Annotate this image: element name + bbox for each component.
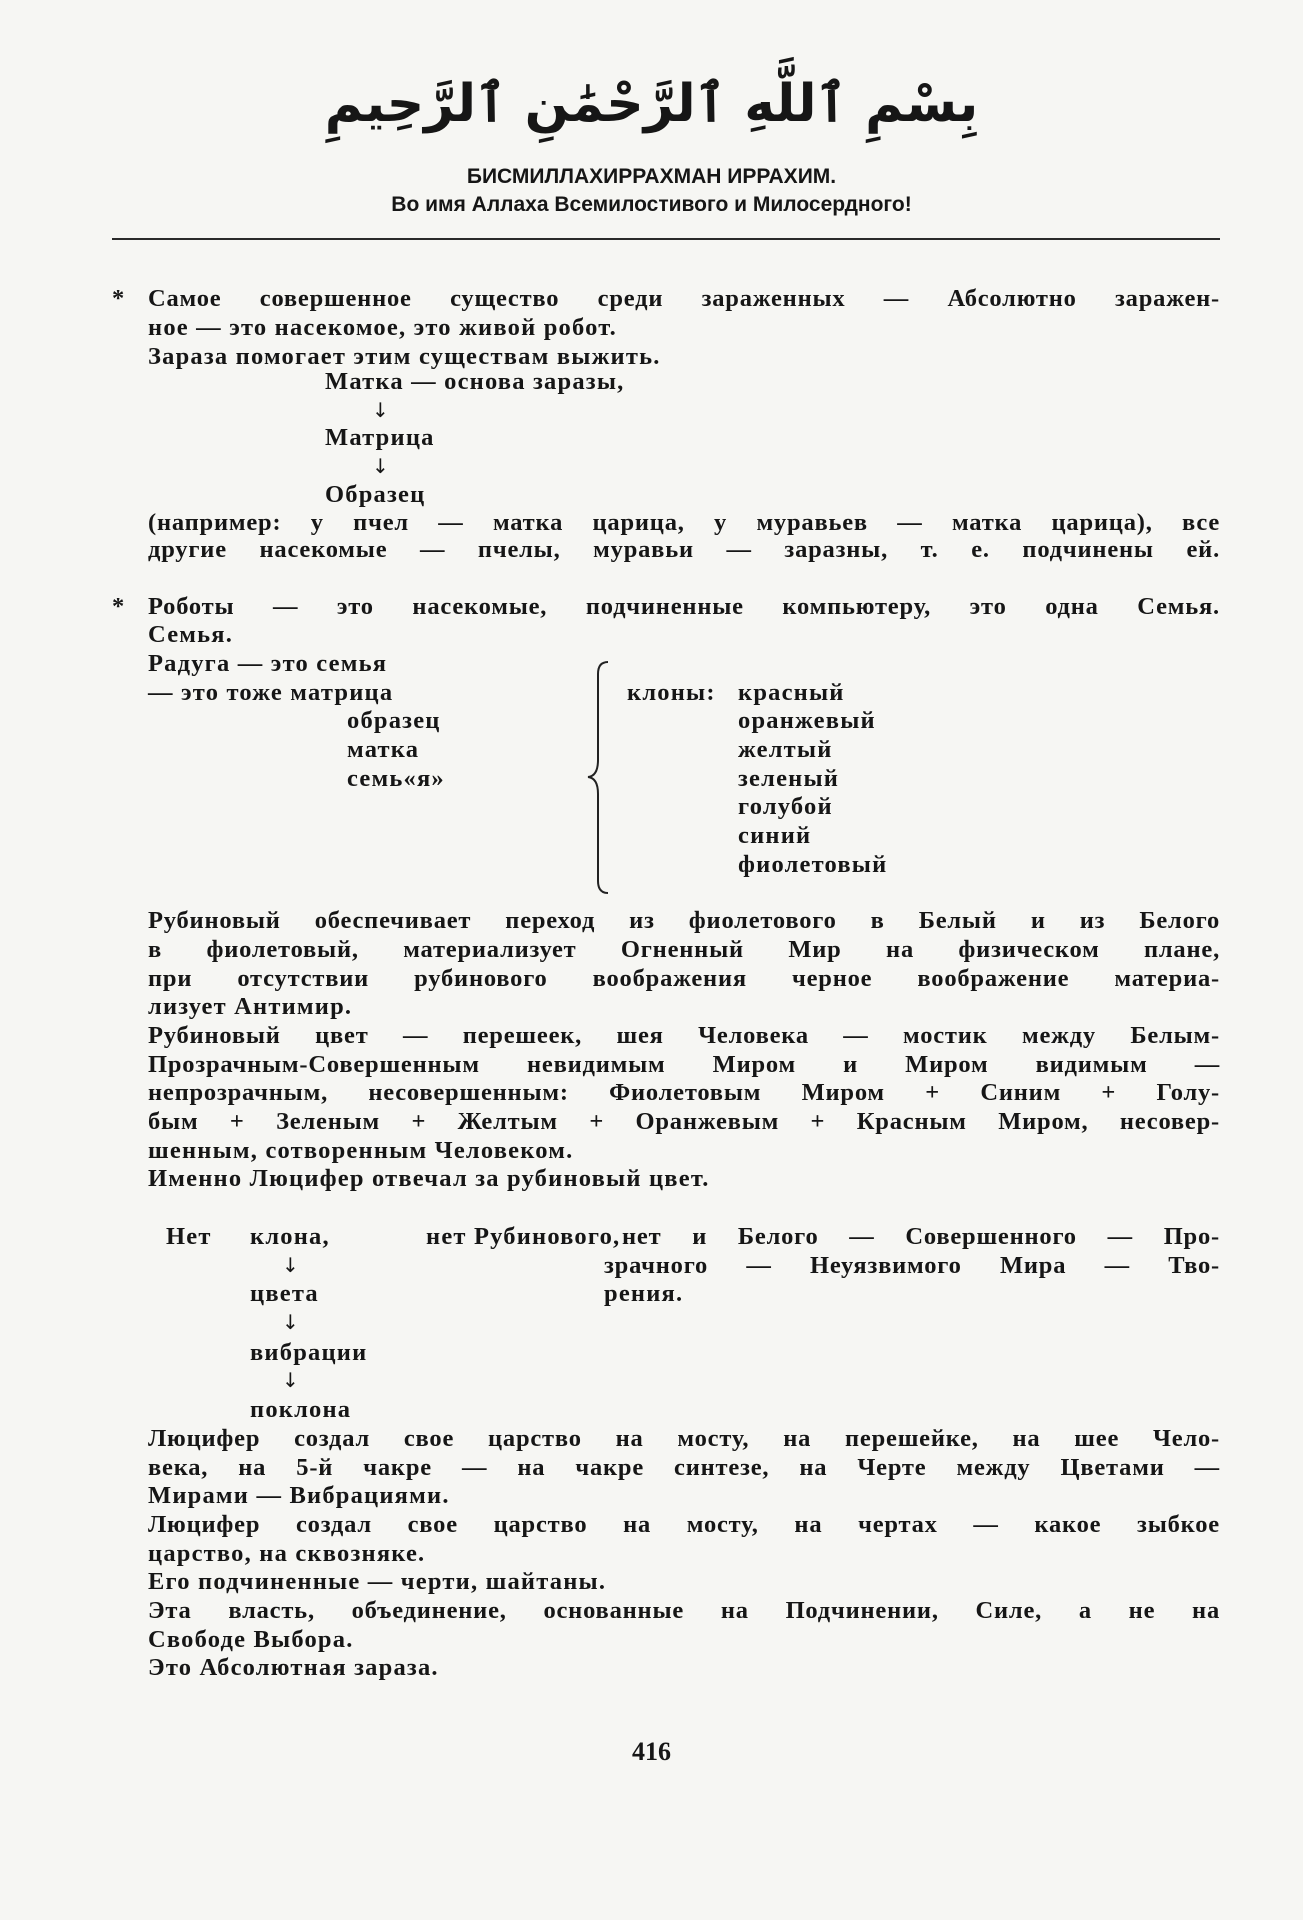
down-arrow-icon: ↓ <box>282 1253 299 1277</box>
clone-color: зеленый <box>738 765 840 792</box>
chain-item: клона, <box>250 1223 330 1250</box>
text-line: Семья. <box>148 621 234 648</box>
text-line: Самое совершенное существо среди зараженных — Абсолютно заражен- <box>148 285 1220 312</box>
text-line: Это Абсолютная зараза. <box>148 1654 439 1681</box>
chain-item: вибрации <box>250 1339 368 1366</box>
text-line: рения. <box>604 1280 684 1307</box>
text-line: Рубиновый цвет — перешеек, шея Человека — мостик между Белым- <box>148 1022 1220 1049</box>
text-line: ное — это насекомое, это живой робот. <box>148 314 617 341</box>
text-line: бым + Зеленым + Желтым + Оранжевым + Красным Миром, несовер- <box>148 1108 1220 1135</box>
text-line: Люцифер создал свое царство на мосту, на чертах — какое зыбкое <box>148 1511 1220 1538</box>
clone-color: желтый <box>738 736 833 763</box>
clones-label: клоны: <box>627 679 716 706</box>
bullet-star: * <box>112 285 126 312</box>
text-line: лизует Антимир. <box>148 993 353 1020</box>
text-line: нет и Белого — Совершенного — Про- <box>622 1223 1220 1250</box>
text-line: другие насекомые — пчелы, муравьи — заразны, т. е. подчинены ей. <box>148 536 1220 563</box>
chain-item: Матрица <box>325 424 435 451</box>
text-line: Мирами — Вибрациями. <box>148 1482 450 1509</box>
chain-item: Образец <box>325 481 426 508</box>
chain-item: поклона <box>250 1396 352 1423</box>
text-line: Его подчиненные — черти, шайтаны. <box>148 1568 607 1595</box>
rainbow-line: образец <box>347 707 441 734</box>
net-word: Нет <box>166 1223 212 1250</box>
text-line: в фиолетовый, материализует Огненный Мир на физическом плане, <box>148 936 1220 963</box>
clone-color: фиолетовый <box>738 851 888 878</box>
clone-color: красный <box>738 679 845 706</box>
rainbow-line: — это тоже матрица <box>148 679 394 706</box>
text-line: Именно Люцифер отвечал за рубиновый цвет. <box>148 1165 710 1192</box>
clone-color: оранжевый <box>738 707 876 734</box>
bismillah-calligraphy: بِسْمِ ٱللَّهِ ٱلرَّحْمَٰنِ ٱلرَّحِيمِ <box>324 74 979 134</box>
down-arrow-icon: ↓ <box>282 1368 299 1392</box>
text-line: Рубиновый обеспечивает переход из фиолетового в Белый и из Белого <box>148 907 1220 934</box>
clone-color: синий <box>738 822 812 849</box>
text-line: шенным, сотворенным Человеком. <box>148 1137 574 1164</box>
text-line: при отсутствии рубинового воображения черное воображение материа- <box>148 965 1220 992</box>
clone-color: голубой <box>738 793 833 820</box>
text-line: царство, на сквозняке. <box>148 1540 426 1567</box>
text-line: нет Рубинового, <box>426 1223 621 1250</box>
down-arrow-icon: ↓ <box>372 398 389 422</box>
text-line: Свободе Выбора. <box>148 1626 354 1653</box>
rainbow-line: матка <box>347 736 420 763</box>
text-line: Прозрачным-Совершенным невидимым Миром и Миром видимым — <box>148 1051 1220 1078</box>
page-number: 416 <box>632 1737 671 1766</box>
curly-brace <box>586 660 612 895</box>
chain-item: Матка — основа заразы, <box>325 368 625 395</box>
text-line: Люцифер создал свое царство на мосту, на перешейке, на шее Чело- <box>148 1425 1220 1452</box>
rainbow-line: семь«я» <box>347 765 445 792</box>
down-arrow-icon: ↓ <box>282 1310 299 1334</box>
text-line: века, на 5-й чакре — на чакре синтезе, на Черте между Цветами — <box>148 1454 1220 1481</box>
text-line: зрачного — Неуязвимого Мира — Тво- <box>604 1252 1220 1279</box>
text-line: Зараза помогает этим существам выжить. <box>148 343 661 370</box>
text-line: Роботы — это насекомые, подчиненные компьютеру, это одна Семья. <box>148 593 1220 620</box>
bullet-star: * <box>112 593 126 620</box>
chain-item: цвета <box>250 1280 319 1307</box>
down-arrow-icon: ↓ <box>372 454 389 478</box>
text-line: непрозрачным, несовершенным: Фиолетовым Миром + Синим + Голу- <box>148 1079 1220 1106</box>
header-subtitle: Во имя Аллаха Всемилостивого и Милосердного! <box>391 193 912 216</box>
rainbow-line: Радуга — это семья <box>148 650 388 677</box>
text-line: Эта власть, объединение, основанные на Подчинении, Силе, а не на <box>148 1597 1220 1624</box>
text-line: (например: у пчел — матка царица, у муравьев — матка царица), все <box>148 509 1220 536</box>
header-title: БИСМИЛЛАХИРРАХМАН ИРРАХИМ. <box>466 165 837 188</box>
header-rule <box>112 238 1220 240</box>
